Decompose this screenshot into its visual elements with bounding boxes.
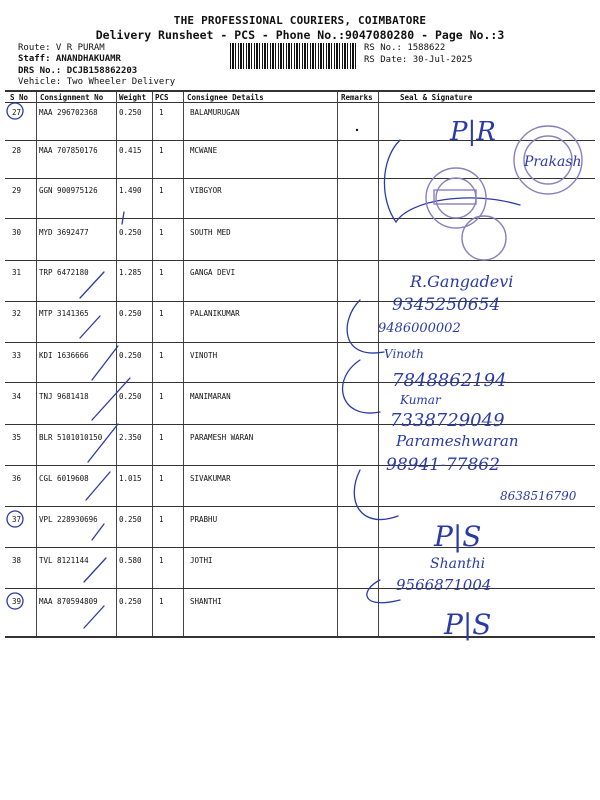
col-sno: S No	[10, 93, 29, 102]
cell-consignment: TNJ 9681418	[39, 392, 89, 401]
cell-consignment: MAA 296702368	[39, 108, 98, 117]
cell-sno: 33	[12, 351, 22, 360]
cell-weight: 1.015	[119, 474, 142, 483]
cell-weight: 1.285	[119, 268, 142, 277]
cell-sno: 38	[12, 556, 22, 565]
cell-pcs: 1	[159, 108, 164, 117]
circle-mark	[7, 593, 23, 609]
cell-weight: 0.250	[119, 597, 142, 606]
cell-consignee: PALANIKUMAR	[190, 309, 240, 318]
cell-sno: 32	[12, 309, 22, 318]
signature-swirl	[354, 470, 398, 520]
signature-swirl	[343, 360, 380, 413]
cell-pcs: 1	[159, 351, 164, 360]
circle-mark	[7, 511, 23, 527]
cell-consignment: MTP 3141365	[39, 309, 89, 318]
col-weight: Weight	[119, 93, 147, 102]
cell-sno: 36	[12, 474, 22, 483]
signature-phone: 98941-77862	[386, 455, 500, 475]
cell-sno: 30	[12, 228, 22, 237]
signature-phone: 7338729049	[390, 410, 505, 431]
cell-consignee: MANIMARAN	[190, 392, 231, 401]
tick-mark	[92, 378, 130, 420]
signature-name: R.Gangadevi	[410, 272, 514, 291]
cell-consignee: VIBGYOR	[190, 186, 222, 195]
cell-sno: 34	[12, 392, 22, 401]
signature-ps: P|S	[444, 608, 492, 641]
cell-weight: 0.580	[119, 556, 142, 565]
staff-label: Staff: ANANDHAKUAMR	[18, 54, 121, 64]
tick-mark	[84, 558, 106, 582]
cell-weight: 0.250	[119, 309, 142, 318]
cell-sno: 37	[12, 515, 22, 524]
cell-consignment: TRP 6472180	[39, 268, 89, 277]
cell-sno: 31	[12, 268, 22, 277]
cell-consignee: PRABHU	[190, 515, 218, 524]
circle-mark	[7, 103, 23, 119]
cell-weight: 0.250	[119, 351, 142, 360]
cell-pcs: 1	[159, 186, 164, 195]
cell-consignment: TVL 8121144	[39, 556, 89, 565]
cell-consignee: BALAMURUGAN	[190, 108, 240, 117]
cell-consignment: CGL 6019608	[39, 474, 89, 483]
signature-name: Parameshwaran	[396, 432, 519, 450]
rs-date: RS Date: 30-Jul-2025	[364, 55, 473, 65]
tick-mark	[92, 524, 104, 540]
cell-weight: 0.415	[119, 146, 142, 155]
cell-consignment: KDI 1636666	[39, 351, 89, 360]
cell-pcs: 1	[159, 268, 164, 277]
signature-ps: P|S	[434, 520, 482, 553]
col-remarks: Remarks	[341, 93, 373, 102]
cell-pcs: 1	[159, 392, 164, 401]
tick-mark	[92, 346, 118, 380]
signature-name: Kumar	[400, 393, 441, 407]
col-consignee: Consignee Details	[187, 93, 264, 102]
cell-pcs: 1	[159, 597, 164, 606]
cell-consignee: SOUTH MED	[190, 228, 231, 237]
cell-weight: 2.350	[119, 433, 142, 442]
signature-phone: 9486000002	[378, 321, 461, 336]
cell-weight: 0.250	[119, 108, 142, 117]
cell-consignment: MAA 707850176	[39, 146, 98, 155]
seal-stamp	[462, 216, 506, 260]
signature-swirl	[384, 140, 520, 222]
signature-name: Shanthi	[430, 556, 486, 572]
cell-consignee: JOTHI	[190, 556, 213, 565]
tick-mark	[80, 316, 100, 338]
company-title: THE PROFESSIONAL COURIERS, COIMBATORE	[173, 14, 427, 27]
tick-mark	[80, 272, 104, 298]
cell-weight: 0.250	[119, 228, 142, 237]
cell-consignee: MCWANE	[190, 146, 218, 155]
signature-phone: 9345250654	[392, 295, 501, 315]
cell-consignment: MAA 870594809	[39, 597, 98, 606]
route-label: Route: V R PURAM	[18, 43, 105, 53]
tick-mark	[84, 606, 104, 628]
tick-mark	[122, 212, 124, 224]
col-pcs: PCS	[155, 93, 169, 102]
cell-weight: 0.250	[119, 515, 142, 524]
signature-pr: P|R	[450, 117, 496, 147]
cell-consignee: SIVAKUMAR	[190, 474, 231, 483]
col-signature: Seal & Signature	[400, 93, 473, 102]
rs-number: RS No.: 1588622	[364, 43, 446, 53]
cell-pcs: 1	[159, 228, 164, 237]
cell-consignment: BLR 5101010150	[39, 433, 103, 442]
prakash-stamp-text: Prakash	[524, 154, 582, 170]
cell-consignee: SHANTHI	[190, 597, 222, 606]
cell-pcs: 1	[159, 146, 164, 155]
seal-stamp	[434, 190, 476, 204]
tick-mark	[88, 424, 118, 462]
cell-sno: 27	[12, 108, 22, 117]
cell-consignment: MYD 3692477	[39, 228, 89, 237]
cell-sno: 35	[12, 433, 22, 442]
runsheet-title: Delivery Runsheet - PCS - Phone No.:9047080280 - Page No.:3	[95, 28, 505, 42]
cell-consignment: VPL 228930696	[39, 515, 98, 524]
signature-phone: 7848862194	[392, 370, 507, 391]
signature-phone: 9566871004	[396, 576, 492, 594]
cell-sno: 29	[12, 186, 22, 195]
tick-mark	[86, 472, 110, 500]
cell-pcs: 1	[159, 309, 164, 318]
cell-sno: 28	[12, 146, 22, 155]
cell-sno: 39	[12, 597, 22, 606]
remark-dot	[356, 129, 358, 131]
cell-consignment: GGN 900975126	[39, 186, 98, 195]
cell-consignee: VINOTH	[190, 351, 218, 360]
col-consignment: Consignment No	[40, 93, 104, 102]
signature-phone: 8638516790	[500, 489, 577, 503]
vehicle-label: Vehicle: Two Wheeler Delivery	[18, 77, 176, 87]
signature-name: Vinoth	[384, 347, 424, 361]
cell-weight: 1.490	[119, 186, 142, 195]
cell-pcs: 1	[159, 433, 164, 442]
cell-pcs: 1	[159, 556, 164, 565]
drs-number: DRS No.: DCJB158862203	[18, 66, 138, 76]
cell-pcs: 1	[159, 515, 164, 524]
cell-weight: 0.250	[119, 392, 142, 401]
cell-pcs: 1	[159, 474, 164, 483]
cell-consignee: GANGA DEVI	[190, 268, 236, 277]
cell-consignee: PARAMESH WARAN	[190, 433, 254, 442]
